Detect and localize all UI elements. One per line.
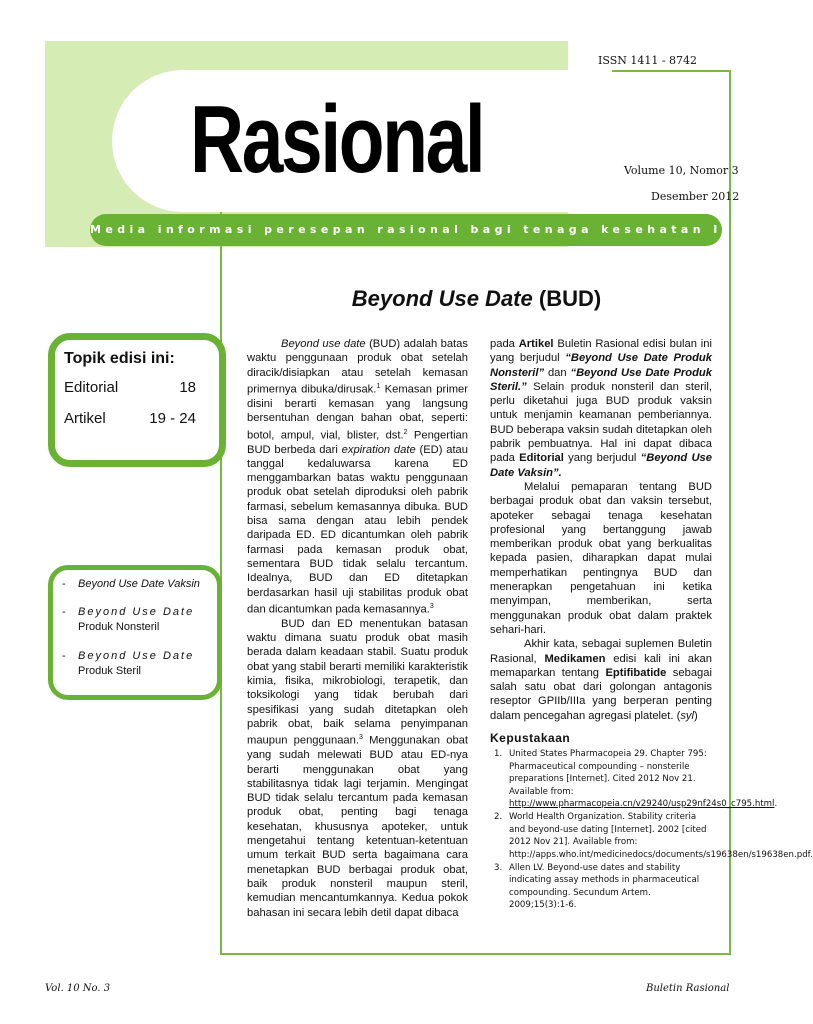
reference-item: 3. Allen LV. Beyond-use dates and stability indicating assay methods in pharmaceutical compounding. Secundum Artem. 2009;15(3):1-6. bbox=[494, 862, 700, 911]
paragraph: Beyond use date (BUD) adalah batas waktu penggunaan produk obat setelah diracik/disiapkan atau setelah kemasan primernya dibuka/dirusak.$^1$ Kemasan primer disini berarti kemasan yang langsung bersentuhan dengan bahan obat, seperti: botol, ampul, vial, blister, dst.$^2$ Pengertian BUD berbeda dari expiration date (ED) atau tanggal kedaluwarsa karena ED menggambarkan batas waktu penggunaan produk obat setelah diproduksi oleh pabrik farmasi, sebelum kemasannya dibuka. BUD bisa sama dengan atau lebih pendek daripada ED. ED dicantumkan oleh pabrik farmasi pada kemasan produk obat, sementara BUD tidak selalu tercantum. Idealnya, BUD dan ED ditetapkan berdasarkan hasil uji stabilitas produk obat dan dicantumkan pada kemasannya.$^3$ bbox=[247, 338, 469, 616]
dash: - bbox=[62, 606, 66, 618]
related-item-line1: Beyond Use Date Vaksin bbox=[78, 578, 200, 590]
tagline-banner: Media informasi peresepan rasional bagi tenaga kesehatan Indonesia bbox=[90, 214, 722, 246]
related-item-steril[interactable] bbox=[62, 649, 204, 679]
toc-label: Editorial bbox=[64, 379, 119, 396]
article-title-italic: Beyond Use Date bbox=[351, 286, 533, 311]
dash: - bbox=[62, 578, 66, 590]
issn: ISSN 1411 - 8742 bbox=[598, 54, 698, 67]
volume-number: Volume 10, Nomor 3 bbox=[624, 164, 739, 177]
related-item-nonsteril[interactable] bbox=[62, 605, 204, 635]
toc-row-artikel[interactable] bbox=[64, 410, 196, 427]
toc-pages: 18 bbox=[179, 379, 196, 396]
toc-row-editorial[interactable] bbox=[64, 379, 196, 396]
toc-title: Topik edisi ini: bbox=[64, 350, 175, 367]
article-column-1 bbox=[247, 337, 468, 920]
related-item-line2: Produk Nonsteril bbox=[78, 621, 160, 633]
toc-pages: 19 - 24 bbox=[149, 410, 196, 427]
reference-item: 1. United States Pharmacopeia 29. Chapter 795: Pharmaceutical compounding – nonsterile preparations [Internet]. Cited 2012 Nov 21. Available from: http://www.pharmacopeia.cn/v29240/usp29nf24s0_c795.html. bbox=[494, 749, 778, 809]
references-heading: Kepustakaan bbox=[490, 731, 571, 746]
reference-item: 2. World Health Organization. Stability criteria and beyond-use dating [Internet]. 2002 [cited 2012 Nov 21]. Available from: http://apps.who.int/medicinedocs/documents/s19638en/s19638en.pdf. bbox=[494, 812, 813, 860]
related-item-line1: Beyond Use Date bbox=[78, 606, 195, 618]
paragraph: BUD dan ED menentukan batasan waktu dimana suatu produk obat masih berada dalam keadaan stabil. Suatu produk obat yang stabil berarti memiliki karakteristik kimia, fisika, mikrobiologi, terapetik, dan toksikologi yang tidak berubah dari spesifikasi yang sudah ditetapkan oleh pabrik obat, baik selama penyimpanan maupun penggunaan.$^3$ Menggunakan obat yang sudah melewati BUD atau ED-nya berarti menggunakan obat yang stabilitasnya tidak lagi terjamin. Mengingat BUD tidak selalu tercantum pada kemasan produk obat, penting bagi tenaga kesehatan, khususnya apoteker, untuk mengetahui tentang ketentuan-ketentuan umum terkait BUD serta bagaimana cara menetapkan BUD berbagai produk obat, baik produk nonsteril maupun steril, kemudian mencantumkannya. Kedua pokok bahasan ini secara lebih detil dapat dibaca bbox=[247, 617, 469, 919]
references-list bbox=[490, 748, 813, 911]
article-column-2 bbox=[490, 337, 813, 913]
reference-link[interactable]: http://www.pharmacopeia.cn/v29240/usp29nf24s0_c795.html bbox=[509, 798, 775, 809]
paragraph: pada Artikel Buletin Rasional edisi bulan ini yang berjudul “Beyond Use Date Produk Nonsteril” dan “Beyond Use Date Produk Steril.” Selain produk nonsteril dan steril, perlu diketahui juga BUD produk vaksin untuk menjamin keamanan pemberiannya. BUD beberapa vaksin sudah ditetapkan oleh pabrik pembuatnya. Hal ini dapat dibaca pada Editorial yang berjudul “Beyond Use Date Vaksin”. bbox=[490, 338, 713, 479]
issue-date: Desember 2012 bbox=[651, 190, 740, 203]
dash: - bbox=[62, 650, 66, 662]
footer-publication: Buletin Rasional bbox=[646, 983, 730, 994]
toc-label: Artikel bbox=[64, 410, 106, 427]
article-title bbox=[222, 286, 731, 312]
paragraph: Melalui pemaparan tentang BUD berbagai produk obat dan vaksin tersebut, apoteker sebagai tenaga kesehatan profesional yang bertanggung jawab memberikan produk obat yang berkualitas kepada pasien, diharapkan dapat mulai memperhatikan pentingnya BUD dan menerapkan pengetahuan ini ketika menyimpan, memberikan, serta menggunakan produk obat dalam praktek sehari-hari. bbox=[490, 480, 712, 636]
related-item-line2: Produk Steril bbox=[78, 665, 141, 677]
newsletter-title: Rasional bbox=[190, 86, 484, 193]
related-item-vaksin[interactable] bbox=[62, 577, 204, 592]
paragraph: Akhir kata, sebagai suplemen Buletin Rasional, Medikamen edisi kali ini akan memaparkan tentang Eptifibatide sebagai salah satu obat dari golongan antagonis reseptor GPIIb/IIIa yang berperan penting dalam pencegahan agregasi platelet. (syl) bbox=[490, 638, 713, 722]
footer-volume: Vol. 10 No. 3 bbox=[45, 983, 111, 994]
article-title-rest: (BUD) bbox=[532, 286, 602, 311]
related-item-line1: Beyond Use Date bbox=[78, 650, 195, 662]
